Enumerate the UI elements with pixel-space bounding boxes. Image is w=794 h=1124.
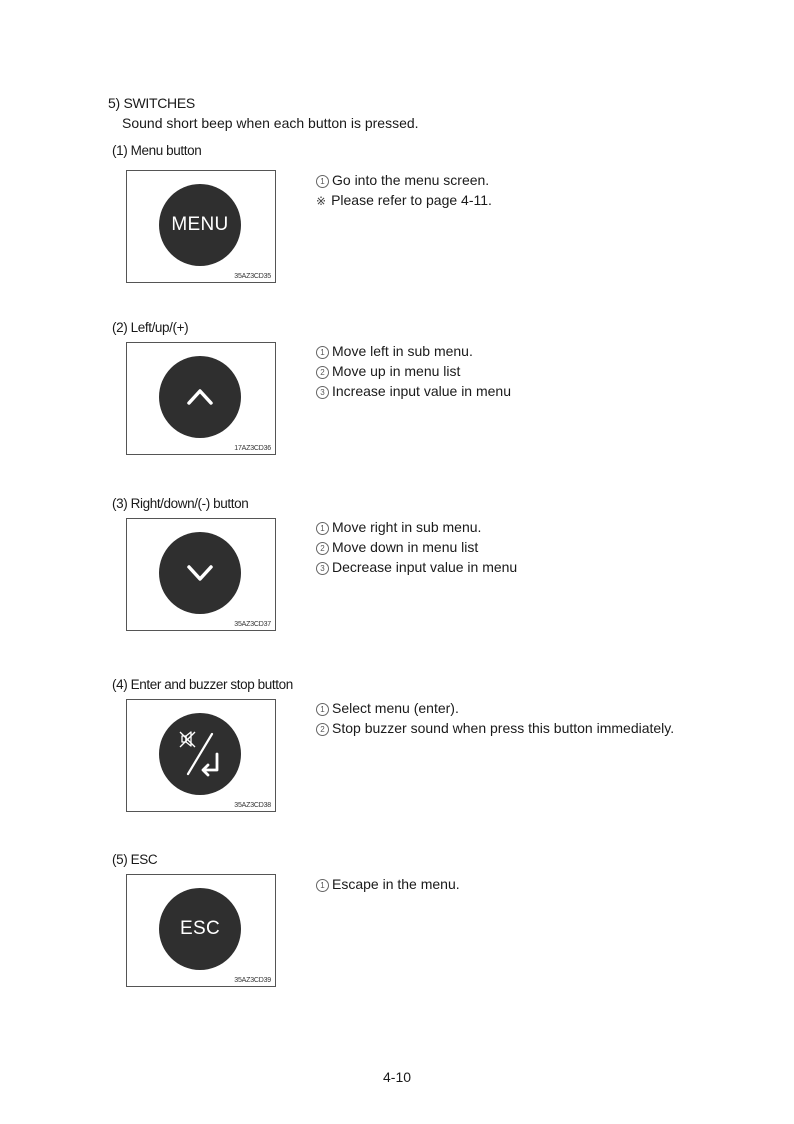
item-description-right-down: [316, 517, 517, 577]
buzzer-stop-enter-icon: [170, 724, 230, 784]
circled-number-marker: 1: [316, 346, 329, 359]
enter-buzzer-stop-button: [159, 713, 241, 795]
figure-code: 17AZ3CD36: [234, 445, 271, 452]
description-line: [316, 170, 492, 190]
description-line: [316, 341, 511, 361]
circled-number-marker: 1: [316, 522, 329, 535]
item-description-menu: [316, 170, 492, 211]
section-intro: Sound short beep when each button is pressed.: [122, 115, 419, 131]
description-text: Select menu (enter).: [332, 700, 459, 716]
item-description-left-up: [316, 341, 511, 401]
menu-button: [159, 184, 241, 266]
circled-number-marker: 2: [316, 723, 329, 736]
item-title-menu: (1) Menu button: [112, 143, 202, 158]
item-title-left-up: (2) Left/up/(+): [112, 320, 189, 335]
menu-button-label: MENU: [171, 214, 229, 235]
figure-code: 35AZ3CD39: [234, 977, 271, 984]
circled-number-marker: 3: [316, 386, 329, 399]
up-button: [159, 356, 241, 438]
item-description-esc: [316, 874, 460, 894]
description-line: [316, 874, 460, 894]
esc-button: [159, 888, 241, 970]
note-marker: ※: [316, 194, 327, 208]
chevron-up-icon: [183, 380, 217, 414]
section-title: 5) SWITCHES: [108, 95, 195, 111]
item-title-esc: (5) ESC: [112, 852, 158, 867]
item-title-right-down: (3) Right/down/(-) button: [112, 496, 249, 511]
circled-number-marker: 1: [316, 879, 329, 892]
circled-number-marker: 3: [316, 562, 329, 575]
item-title-enter-buzzer: (4) Enter and buzzer stop button: [112, 677, 293, 692]
figure-code: 35AZ3CD38: [234, 802, 271, 809]
description-line: [316, 557, 517, 577]
figure-enter-buzzer-button: [126, 699, 276, 812]
description-line: [316, 517, 517, 537]
description-line: [316, 381, 511, 401]
description-line: [316, 190, 492, 211]
description-text: Move down in menu list: [332, 539, 479, 555]
figure-code: 35AZ3CD37: [234, 621, 271, 628]
description-text: Move right in sub menu.: [332, 519, 482, 535]
esc-button-label: ESC: [180, 918, 220, 939]
figure-code: 35AZ3CD35: [234, 273, 271, 280]
description-text: Stop buzzer sound when press this button immediately.: [332, 720, 675, 736]
description-line: [316, 537, 517, 557]
item-description-enter-buzzer: [316, 698, 674, 738]
description-text: Decrease input value in menu: [332, 559, 518, 575]
description-line: [316, 718, 674, 738]
figure-up-button: [126, 342, 276, 455]
description-text: Move up in menu list: [332, 363, 461, 379]
figure-down-button: [126, 518, 276, 631]
circled-number-marker: 2: [316, 366, 329, 379]
chevron-down-icon: [183, 556, 217, 590]
circled-number-marker: 1: [316, 703, 329, 716]
circled-number-marker: 2: [316, 542, 329, 555]
circled-number-marker: 1: [316, 175, 329, 188]
description-text: Move left in sub menu.: [332, 343, 473, 359]
description-text: Please refer to page 4-11.: [331, 192, 492, 208]
description-line: [316, 698, 674, 718]
description-text: Escape in the menu.: [332, 876, 460, 892]
description-line: [316, 361, 511, 381]
description-text: Go into the menu screen.: [332, 172, 490, 188]
page-number: 4-10: [383, 1069, 412, 1085]
description-text: Increase input value in menu: [332, 383, 511, 399]
figure-menu-button: [126, 170, 276, 283]
down-button: [159, 532, 241, 614]
figure-esc-button: [126, 874, 276, 987]
